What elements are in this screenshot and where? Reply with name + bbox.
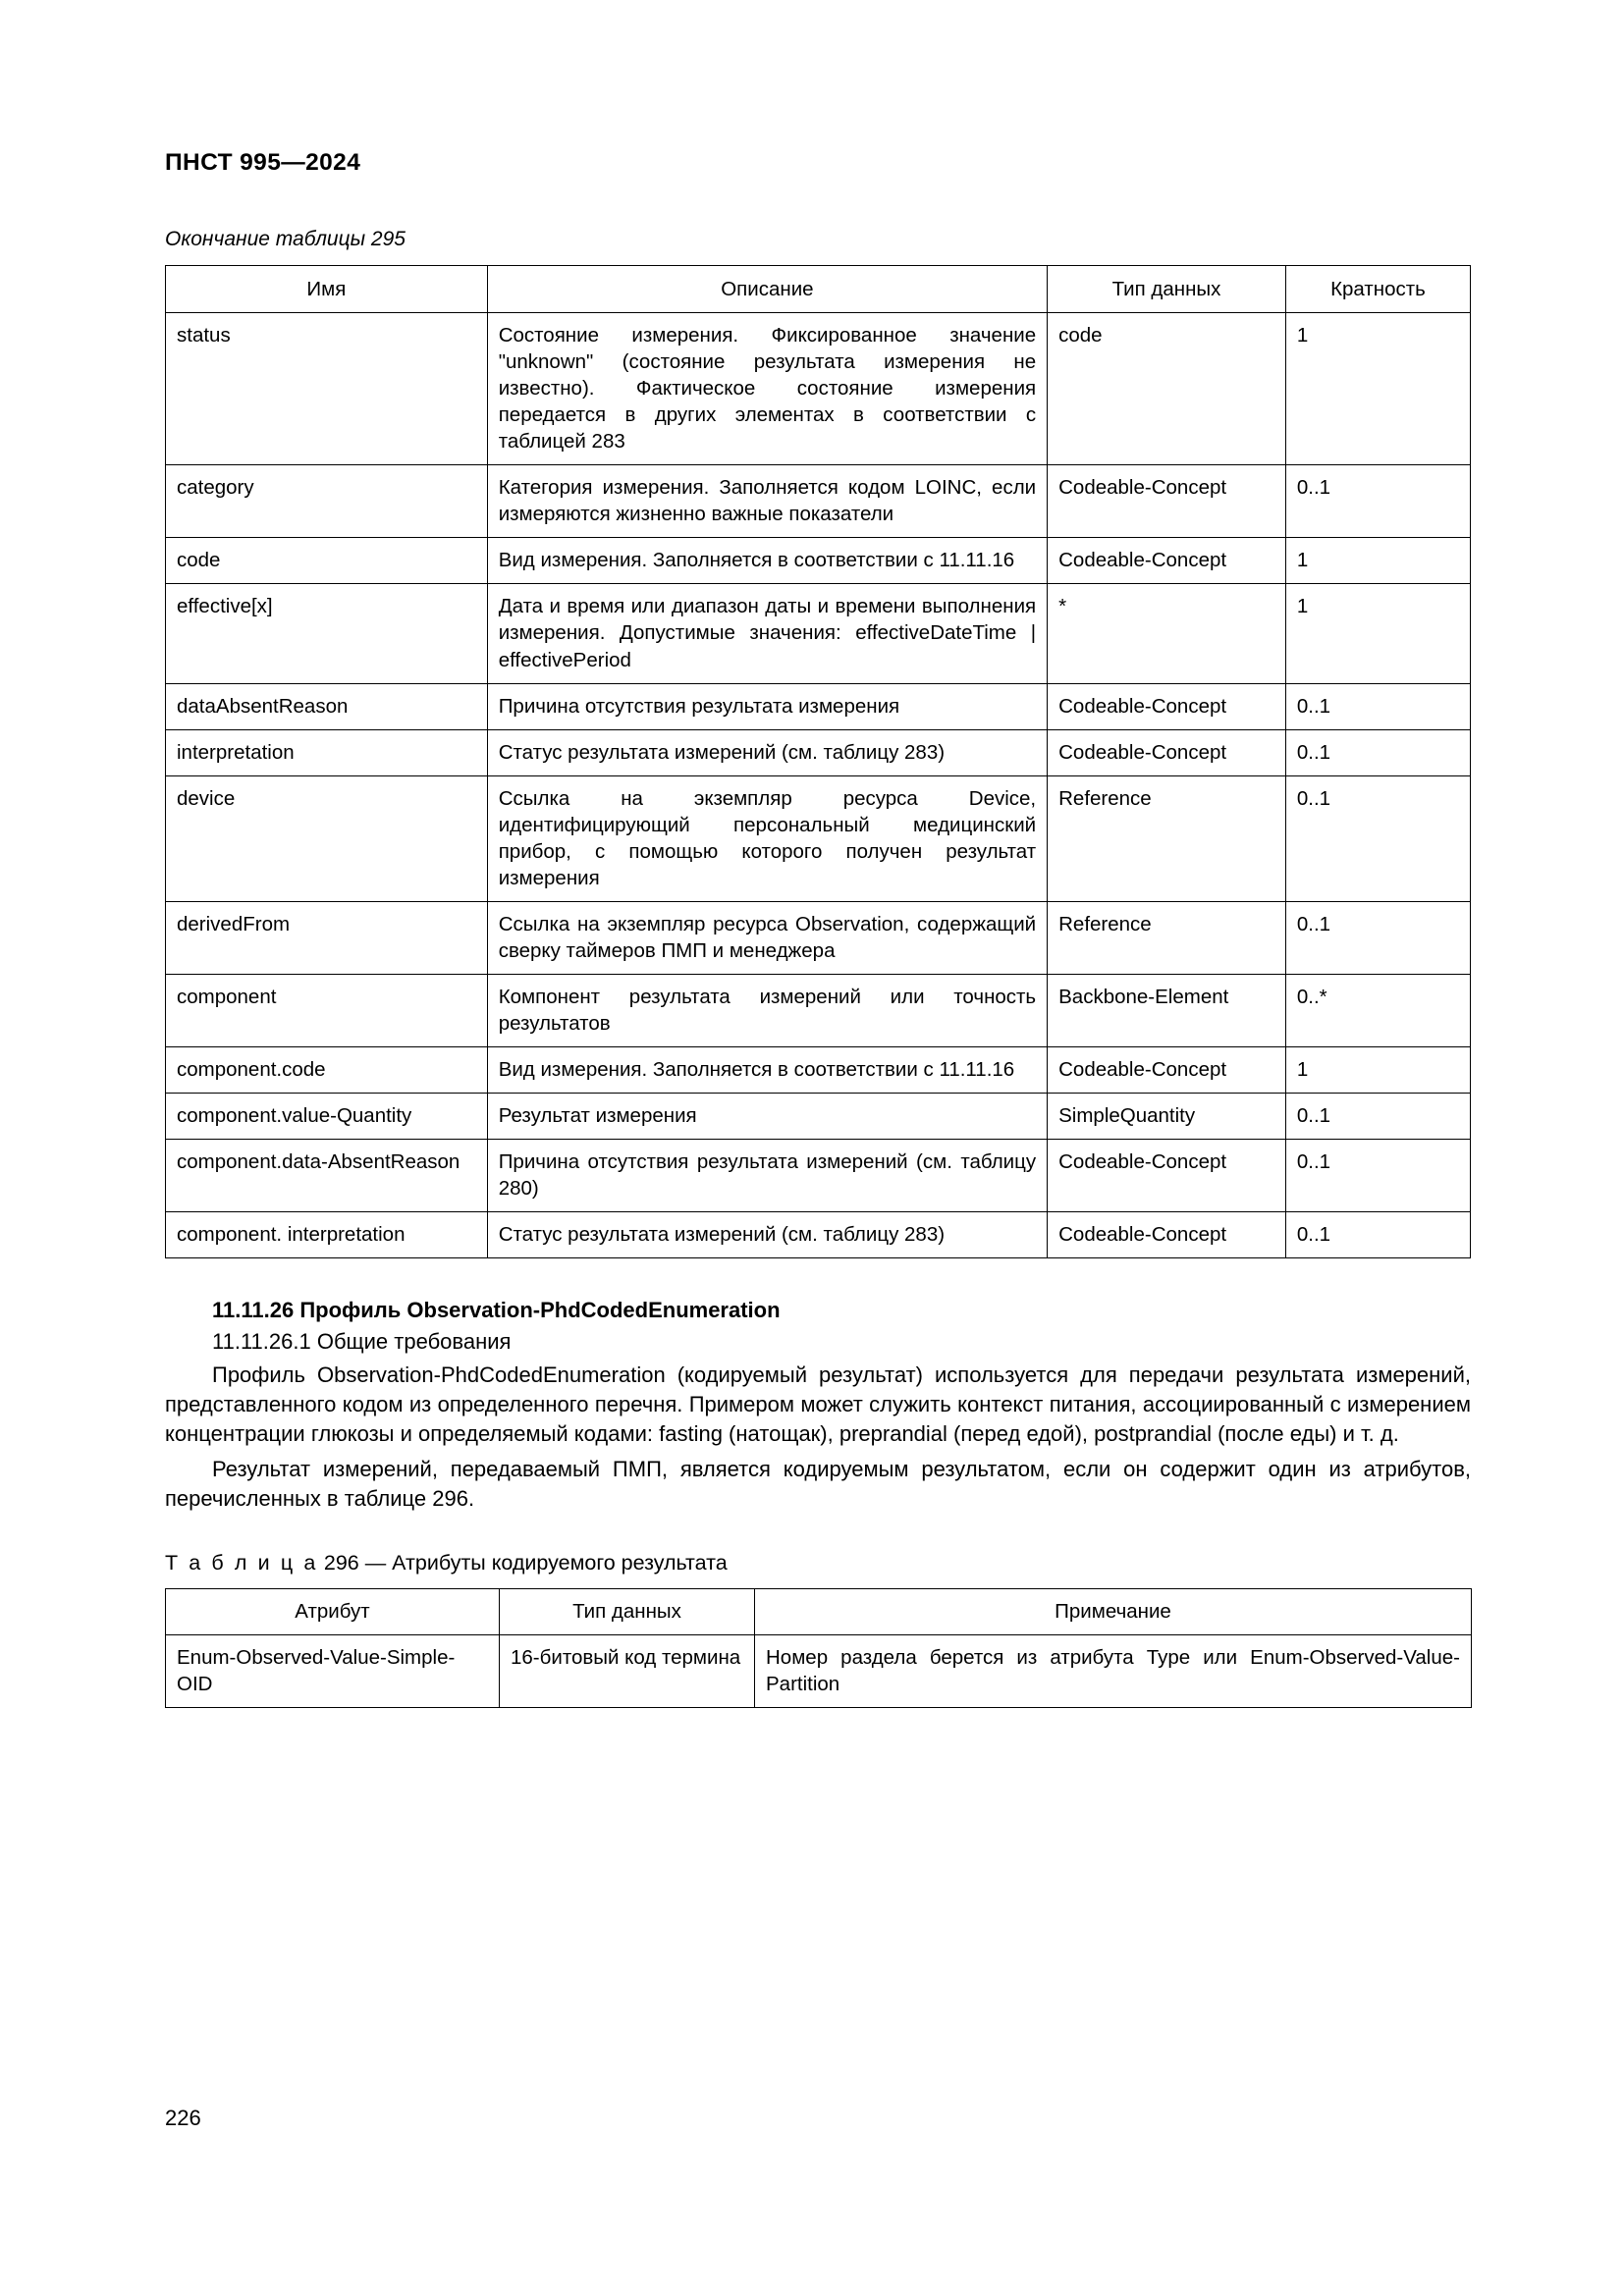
cell-cardinality: 0..1	[1285, 1212, 1470, 1258]
cell-description: Вид измерения. Заполняется в соответствии с 11.11.16	[487, 1047, 1047, 1094]
table-row	[166, 729, 1471, 775]
cell-cardinality: 0..1	[1285, 1140, 1470, 1212]
cell-description: Вид измерения. Заполняется в соответствии с 11.11.16	[487, 538, 1047, 584]
cell-name: code	[166, 538, 488, 584]
cell-cardinality: 0..*	[1285, 974, 1470, 1046]
table-row	[166, 683, 1471, 729]
document-header: ПНСТ 995—2024	[165, 149, 361, 176]
cell-name: component.data-AbsentReason	[166, 1140, 488, 1212]
cell-datatype: Codeable-Concept	[1048, 683, 1286, 729]
column-header-note: Примечание	[755, 1588, 1472, 1634]
cell-datatype: Codeable-Concept	[1048, 1047, 1286, 1094]
cell-datatype: Reference	[1048, 775, 1286, 901]
cell-description: Результат измерения	[487, 1094, 1047, 1140]
cell-name: device	[166, 775, 488, 901]
page-content	[165, 0, 1471, 1708]
table-296-caption-rest: 296 — Атрибуты кодируемого результата	[323, 1550, 728, 1575]
cell-datatype: Backbone-Element	[1048, 974, 1286, 1046]
cell-datatype: Codeable-Concept	[1048, 729, 1286, 775]
cell-name: component.code	[166, 1047, 488, 1094]
table-row	[166, 775, 1471, 901]
table-row	[166, 1212, 1471, 1258]
cell-description: Дата и время или диапазон даты и времени выполнения измерения. Допустимые значения: effectiveDateTime | effectivePeriod	[487, 584, 1047, 683]
table-295	[165, 265, 1471, 1258]
table-295-caption: Окончание таблицы 295	[165, 228, 406, 250]
cell-datatype: Codeable-Concept	[1048, 538, 1286, 584]
cell-datatype: Codeable-Concept	[1048, 1140, 1286, 1212]
cell-cardinality: 1	[1285, 584, 1470, 683]
column-header-attribute: Атрибут	[166, 1588, 500, 1634]
cell-datatype: Codeable-Concept	[1048, 1212, 1286, 1258]
section-subtitle: 11.11.26.1 Общие требования	[212, 1329, 512, 1355]
cell-description: Ссылка на экземпляр ресурса Observation, содержащий сверку таймеров ПМП и менеджера	[487, 901, 1047, 974]
cell-datatype: Reference	[1048, 901, 1286, 974]
cell-name: component. interpretation	[166, 1212, 488, 1258]
cell-description: Причина отсутствия результата измерения	[487, 683, 1047, 729]
table-row	[166, 313, 1471, 465]
table-row	[166, 1588, 1472, 1634]
cell-cardinality: 1	[1285, 1047, 1470, 1094]
cell-cardinality: 1	[1285, 313, 1470, 465]
cell-name: status	[166, 313, 488, 465]
column-header-datatype: Тип данных	[500, 1588, 755, 1634]
cell-datatype: Codeable-Concept	[1048, 465, 1286, 538]
cell-datatype: SimpleQuantity	[1048, 1094, 1286, 1140]
table-row	[166, 1094, 1471, 1140]
column-header-description: Описание	[487, 266, 1047, 313]
column-header-name: Имя	[166, 266, 488, 313]
table-row	[166, 901, 1471, 974]
table-row	[166, 974, 1471, 1046]
page-number: 226	[165, 2106, 201, 2130]
cell-cardinality: 0..1	[1285, 1094, 1470, 1140]
cell-name: component	[166, 974, 488, 1046]
cell-description: Статус результата измерений (см. таблицу 283)	[487, 1212, 1047, 1258]
table-row	[166, 266, 1471, 313]
cell-cardinality: 0..1	[1285, 775, 1470, 901]
cell-name: effective[x]	[166, 584, 488, 683]
section-paragraph-2: Результат измерений, передаваемый ПМП, является кодируемым результатом, если он содержит один из атрибутов, перечисленных в таблице 296.	[165, 1456, 1471, 1511]
table-296-caption-prefix: Т а б л и ц а	[165, 1550, 318, 1575]
cell-description: Категория измерения. Заполняется кодом LOINC, если измеряются жизненно важные показатели	[487, 465, 1047, 538]
cell-description: Статус результата измерений (см. таблицу 283)	[487, 729, 1047, 775]
table-row	[166, 538, 1471, 584]
cell-name: component.value-Quantity	[166, 1094, 488, 1140]
cell-cardinality: 0..1	[1285, 901, 1470, 974]
cell-name: derivedFrom	[166, 901, 488, 974]
table-row	[166, 465, 1471, 538]
cell-attribute: Enum-Observed-Value-Simple-OID	[166, 1634, 500, 1707]
cell-cardinality: 0..1	[1285, 683, 1470, 729]
table-row	[166, 1140, 1471, 1212]
cell-description: Состояние измерения. Фиксированное значение "unknown" (состояние результата измерения не известно). Фактическое состояние измерения передается в других элементах в соответствии с таблицей 283	[487, 313, 1047, 465]
column-header-datatype: Тип данных	[1048, 266, 1286, 313]
column-header-cardinality: Кратность	[1285, 266, 1470, 313]
cell-name: category	[166, 465, 488, 538]
cell-datatype: 16-битовый код термина	[500, 1634, 755, 1707]
cell-name: interpretation	[166, 729, 488, 775]
cell-name: dataAbsentReason	[166, 683, 488, 729]
table-296-caption	[165, 1551, 1471, 1575]
cell-description: Причина отсутствия результата измерений (см. таблицу 280)	[487, 1140, 1047, 1212]
cell-datatype: *	[1048, 584, 1286, 683]
cell-datatype: code	[1048, 313, 1286, 465]
cell-cardinality: 0..1	[1285, 729, 1470, 775]
table-296	[165, 1588, 1472, 1708]
table-row	[166, 584, 1471, 683]
cell-cardinality: 1	[1285, 538, 1470, 584]
section-title: 11.11.26 Профиль Observation-PhdCodedEnumeration	[212, 1298, 781, 1323]
cell-cardinality: 0..1	[1285, 465, 1470, 538]
cell-description: Ссылка на экземпляр ресурса Device, идентифицирующий персональный медицинский прибор, с помощью которого получен результат измерения	[487, 775, 1047, 901]
table-row	[166, 1634, 1472, 1707]
section-paragraph-1: Профиль Observation-PhdCodedEnumeration (кодируемый результат) используется для передачи результата измерений, представленного кодом из определенного перечня. Примером может служить контекст питания, ассоциированный с измерением концентрации глюкозы и определяемый кодами: fasting (натощак), preprandial (перед едой), postprandial (после еды) и т. д.	[165, 1362, 1471, 1447]
table-row	[166, 1047, 1471, 1094]
cell-description: Компонент результата измерений или точность результатов	[487, 974, 1047, 1046]
cell-note: Номер раздела берется из атрибута Type или Enum-Observed-Value-Partition	[755, 1634, 1472, 1707]
